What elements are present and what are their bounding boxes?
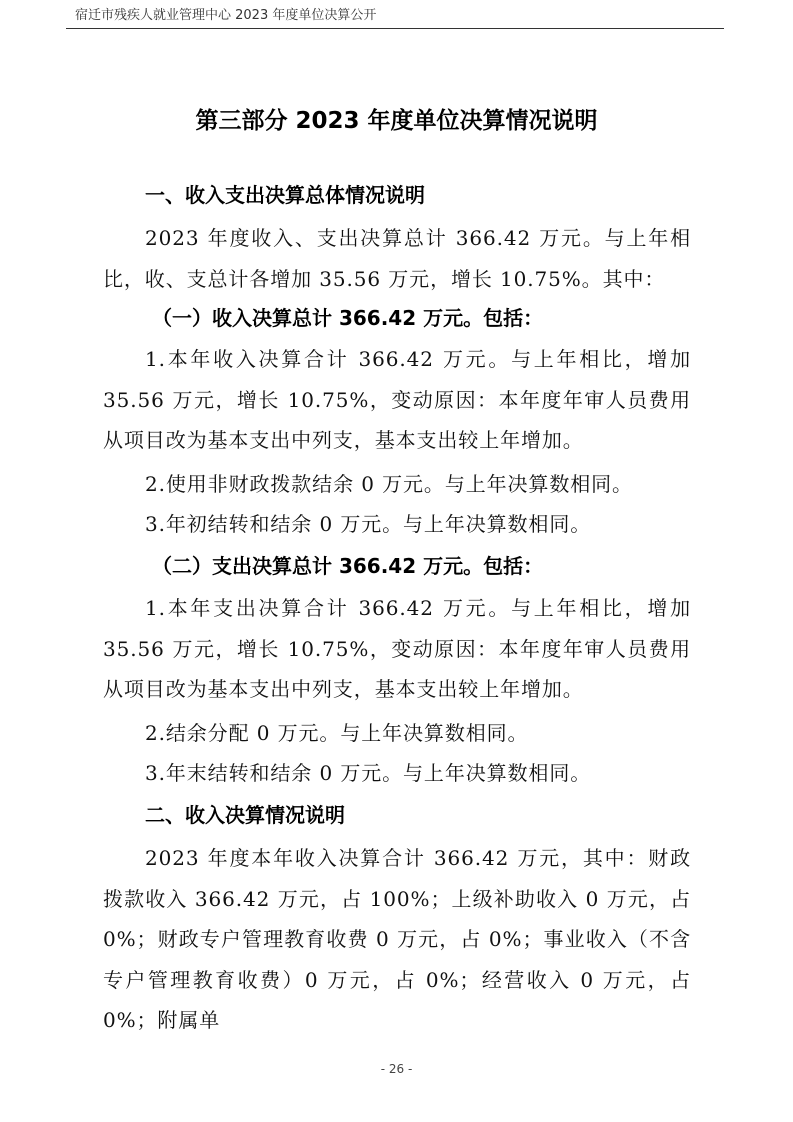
expense-item-1: 1.本年支出决算合计 366.42 万元。与上年相比，增加 35.56 万元，增长 10.75%，变动原因：本年度年审人员费用从项目改为基本支出中列支，基本支出较上年增加。 [103, 596, 691, 701]
header-divider [66, 28, 724, 29]
section-1-heading: 一、收入支出决算总体情况说明 [145, 183, 425, 207]
income-item-1: 1.本年收入决算合计 366.42 万元。与上年相比，增加 35.56 万元，增长 10.75%，变动原因：本年度年审人员费用从项目改为基本支出中列支，基本支出较上年增加。 [103, 347, 691, 452]
running-header: 宿迁市残疾人就业管理中心 2023 年度单位决算公开 [75, 8, 377, 23]
section-1-intro: 2023 年度收入、支出决算总计 366.42 万元。与上年相比，收、支总计各增加 35.56 万元，增长 10.75%。其中： [103, 226, 691, 291]
income-item-2: 2.使用非财政拨款结余 0 万元。与上年决算数相同。 [145, 472, 633, 496]
subsection-income-heading: （一）收入决算总计 366.42 万元。包括： [152, 306, 544, 330]
expense-item-2: 2.结余分配 0 万元。与上年决算数相同。 [145, 721, 529, 745]
page-title: 第三部分 2023 年度单位决算情况说明 [195, 108, 598, 134]
expense-item-3: 3.年末结转和结余 0 万元。与上年决算数相同。 [145, 761, 592, 785]
section-2-body: 2023 年度本年收入决算合计 366.42 万元，其中：财政拨款收入 366.42 万元，占 100%；上级补助收入 0 万元，占 0%；财政专户管理教育收费 0 万元，占 0%；事业收入（不含专户管理教育收费）0 万元，占 0%；经营收入 0 万元，占 0%；附属单 [103, 846, 691, 1032]
page-number: - 26 - [380, 1062, 413, 1076]
section-2-heading: 二、收入决算情况说明 [145, 803, 345, 827]
subsection-expense-heading: （二）支出决算总计 366.42 万元。包括： [152, 554, 544, 578]
income-item-3: 3.年初结转和结余 0 万元。与上年决算数相同。 [145, 512, 592, 536]
